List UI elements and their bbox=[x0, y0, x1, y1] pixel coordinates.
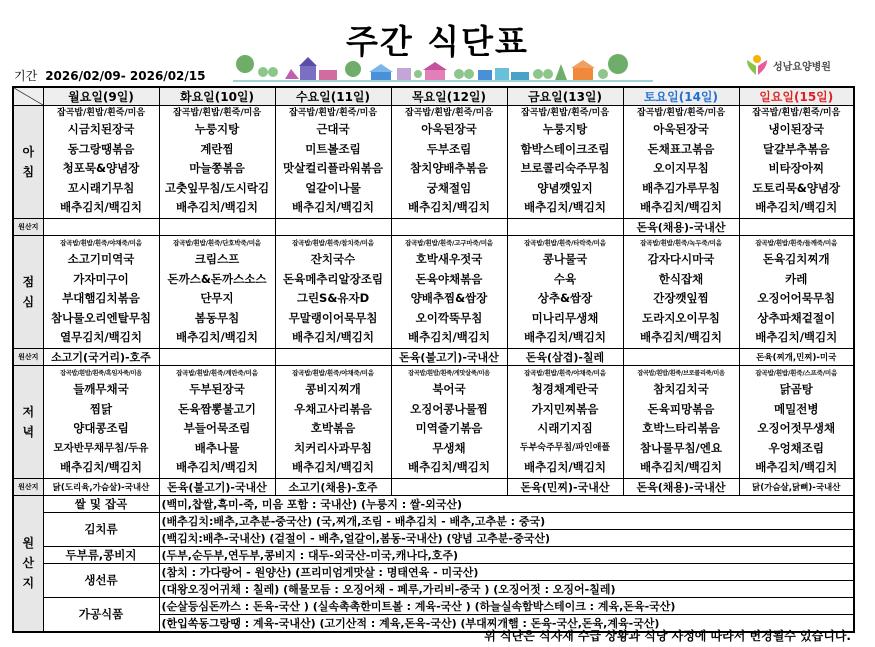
origin-text: (두부,순두부,연두부,콩비지 : 대두-외국산-미국,캐나다,호주) bbox=[159, 546, 854, 563]
breakfast-tue: 잡곡밥/흰밥/흰죽/미음 누룽지탕 계란찜 마늘쫑볶음 고춧잎무침/도시락김 배추김치/백김치 bbox=[159, 106, 275, 219]
dinner-sun: 잡곡밥/흰밥/흰죽/스프죽/미음 닭곰탕 메밀전병 오징어젓무생채 우엉채조림 배추김치/백김치 bbox=[739, 365, 854, 478]
origin-text: (참치 : 가다랑어 - 원양산) (프리미엄게맛살 : 명태연육 - 미국산) bbox=[159, 563, 854, 580]
logo-text: 성남요양병원 bbox=[773, 61, 831, 73]
period bbox=[14, 67, 205, 84]
breakfast-sun: 잡곡밥/흰밥/흰죽/미음 냉이된장국 달걀부추볶음 비타장아찌 도토리묵&양념장 배추김치/백김치 bbox=[739, 106, 854, 219]
lunch-thu: 잡곡밥/흰밥/흰죽/고구마죽/미음 호박새우젓국 돈육야채볶음 양배추찜&쌈장 오이깍뚝무침 배추김치/백김치 bbox=[391, 235, 507, 348]
dinner-fri: 잡곡밥/흰밥/흰죽/야채죽/미음 청경채계란국 가지민찌볶음 시래기지짐 두부숙주무침/파인애플 배추김치/백김치 bbox=[507, 365, 623, 478]
lunch-origin-fri: 돈육(삼겹)-칠레 bbox=[507, 348, 623, 365]
lunch-origin-mon: 소고기(국거리)-호주 bbox=[43, 348, 159, 365]
corner-cell bbox=[13, 87, 43, 106]
origin-tofu-row bbox=[13, 546, 854, 563]
origin-text: (백김치:배추-국내산) (겉절이 - 배추,얼갈이,봄동-국내산) (양념 고추분-중국산) bbox=[159, 529, 854, 546]
day-header-wed: 수요일(11일) bbox=[275, 87, 391, 106]
origin-text: (한입쏙동그랑땡 : 계육-국내산) (고기산적 : 계육,돈육-국산) (부대찌개햄 : 돈육-국산,돈육,계육-국산) bbox=[159, 614, 854, 632]
dinner-label: 저 녁 bbox=[13, 365, 43, 478]
lunch-origin-row bbox=[13, 348, 854, 365]
period-label: 기간 bbox=[14, 69, 38, 83]
dinner-origin-sun: 닭(가슴살,닭뼈)-국내산 bbox=[739, 478, 854, 495]
period-value: 2026/02/09- 2026/02/15 bbox=[45, 69, 206, 83]
lunch-label: 점 심 bbox=[13, 235, 43, 348]
breakfast-origin-mon bbox=[43, 218, 159, 235]
origin-row-label: 원산지 bbox=[13, 478, 43, 495]
breakfast-origin-sat: 돈육(채용)-국내산 bbox=[623, 218, 739, 235]
origin-text: (배추김치:배추,고추분-중국산) (국,찌개,조림 - 배추김치 - 배추,고추분 : 중국) bbox=[159, 512, 854, 529]
breakfast-sat: 잡곡밥/흰밥/흰죽/미음 아욱된장국 돈채표고볶음 오이지무침 배추김가루무침 배추김치/백김치 bbox=[623, 106, 739, 219]
page-title: 주간 식단표 bbox=[346, 22, 529, 61]
breakfast-wed: 잡곡밥/흰밥/흰죽/미음 근대국 미트볼조림 맛살컬리플라워볶음 얼갈이나물 배추김치/백김치 bbox=[275, 106, 391, 219]
footer-note: 위 식단은 식자재 수급 상황과 식당 사정에 따라서 변경될수 있습니다. bbox=[484, 629, 851, 643]
dinner-origin-wed: 소고기(채용)-호주 bbox=[275, 478, 391, 495]
origin-processed-row-1 bbox=[13, 597, 854, 614]
lunch-wed: 잡곡밥/흰밥/흰죽/참치죽/미음 잔치국수 돈육메추리알장조림 그린S&유자D 무말랭이어묵무침 배추김치/백김치 bbox=[275, 235, 391, 348]
lunch-sat: 잡곡밥/흰밥/흰죽/녹두죽/미음 감자다시마국 한식잡채 간장깻잎찜 도라지오이무침 배추김치/백김치 bbox=[623, 235, 739, 348]
dinner-origin-fri: 돈육(민찌)-국내산 bbox=[507, 478, 623, 495]
dinner-origin-thu bbox=[391, 478, 507, 495]
breakfast-label: 아 침 bbox=[13, 106, 43, 219]
day-header-thu: 목요일(12일) bbox=[391, 87, 507, 106]
origin-section-label: 원 산 지 bbox=[13, 495, 43, 632]
origin-text: (대왕오징어귀채 : 칠레) (해물모듬 : 오징어채 - 페루,가리비-중국 ) (오징어젓 : 오징어-칠레) bbox=[159, 580, 854, 597]
origin-category-processed: 가공식품 bbox=[43, 597, 159, 632]
weekly-menu-table bbox=[12, 86, 855, 633]
lunch-origin-tue bbox=[159, 348, 275, 365]
lunch-row bbox=[13, 235, 854, 348]
dinner-origin-tue: 돈육(불고기)-국내산 bbox=[159, 478, 275, 495]
dinner-thu: 잡곡밥/흰밥/흰죽/게맛살죽/미음 북어국 오징어콩나물찜 미역줄기볶음 무생채 배추김치/백김치 bbox=[391, 365, 507, 478]
origin-text: (백미,찹쌀,흑미-죽, 미음 포함 : 국내산) (누룽지 : 쌀-외국산) bbox=[159, 495, 854, 512]
day-header-sun: 일요일(15일) bbox=[739, 87, 854, 106]
lunch-origin-sat bbox=[623, 348, 739, 365]
lunch-origin-thu: 돈육(불고기)-국내산 bbox=[391, 348, 507, 365]
breakfast-row bbox=[13, 106, 854, 219]
day-header-row bbox=[13, 87, 854, 106]
breakfast-origin-wed bbox=[275, 218, 391, 235]
breakfast-origin-tue bbox=[159, 218, 275, 235]
origin-category-kimchi: 김치류 bbox=[43, 512, 159, 546]
dinner-origin-row bbox=[13, 478, 854, 495]
origin-category-fish: 생선류 bbox=[43, 563, 159, 597]
lunch-origin-wed bbox=[275, 348, 391, 365]
lunch-origin-sun: 돈육(찌개,민찌)-미국 bbox=[739, 348, 854, 365]
dinner-origin-mon: 닭(도리육,가슴살)-국내산 bbox=[43, 478, 159, 495]
dinner-row bbox=[13, 365, 854, 478]
dinner-tue: 잡곡밥/흰밥/흰죽/계란죽/미음 두부된장국 돈육짬뽕불고기 부들어묵조림 배추나물 배추김치/백김치 bbox=[159, 365, 275, 478]
origin-rice-row bbox=[13, 495, 854, 512]
lunch-tue: 잡곡밥/흰밥/흰죽/단호박죽/미음 크림스프 돈까스&돈까스소스 단무지 봄동무침 배추김치/백김치 bbox=[159, 235, 275, 348]
origin-fish-row-1 bbox=[13, 563, 854, 580]
breakfast-thu: 잡곡밥/흰밥/흰죽/미음 아욱된장국 두부조림 참치양배추볶음 궁채절임 배추김치/백김치 bbox=[391, 106, 507, 219]
lunch-mon: 잡곡밥/흰밥/흰죽/야채죽/미음 소고기미역국 가자미구이 부대햄김치볶음 참나물오리엔탈무침 열무김치/백김치 bbox=[43, 235, 159, 348]
breakfast-fri: 잡곡밥/흰밥/흰죽/미음 누룽지탕 함박스테이크조림 브로콜리숙주무침 양념깻잎지 배추김치/백김치 bbox=[507, 106, 623, 219]
day-header-mon: 월요일(9일) bbox=[43, 87, 159, 106]
lunch-fri: 잡곡밥/흰밥/흰죽/타락죽/미음 콩나물국 수육 상추&쌈장 미나리무생채 배추김치/백김치 bbox=[507, 235, 623, 348]
hospital-logo bbox=[745, 54, 831, 76]
breakfast-origin-sun bbox=[739, 218, 854, 235]
origin-category-rice: 쌀 및 잡곡 bbox=[43, 495, 159, 512]
lunch-sun: 잡곡밥/흰밥/흰죽/들깨죽/미음 돈육김치찌개 카레 오징어어묵무침 상추파채겉절이 배추김치/백김치 bbox=[739, 235, 854, 348]
logo-mark-icon bbox=[745, 54, 769, 76]
village-illustration-icon bbox=[233, 52, 653, 82]
day-header-tue: 화요일(10일) bbox=[159, 87, 275, 106]
origin-category-tofu: 두부류,콩비지 bbox=[43, 546, 159, 563]
day-header-fri: 금요일(13일) bbox=[507, 87, 623, 106]
origin-row-label: 원산지 bbox=[13, 348, 43, 365]
breakfast-mon: 잡곡밥/흰밥/흰죽/미음 시금치된장국 동그랑땡볶음 청포묵&양념장 꼬시래기무침 배추김치/백김치 bbox=[43, 106, 159, 219]
origin-row-label: 원산지 bbox=[13, 218, 43, 235]
day-header-sat: 토요일(14일) bbox=[623, 87, 739, 106]
dinner-wed: 잡곡밥/흰밥/흰죽/야채죽/미음 콩비지찌개 우채고사리볶음 호박볶음 치커리사과무침 배추김치/백김치 bbox=[275, 365, 391, 478]
breakfast-origin-fri bbox=[507, 218, 623, 235]
breakfast-origin-thu bbox=[391, 218, 507, 235]
dinner-mon: 잡곡밥/흰밥/흰죽/흑임자죽/미음 들깨무채국 찜닭 양대콩조림 모자반무채무침/두유 배추김치/백김치 bbox=[43, 365, 159, 478]
dinner-sat: 잡곡밥/흰밥/흰죽/브로콜리죽/미음 참치김치국 돈육피망볶음 호박느타리볶음 참나물무침/엔요 배추김치/백김치 bbox=[623, 365, 739, 478]
origin-text: (순살등심돈까스 : 돈육-국산 ) (실속촉촉한미트볼 : 계육-국산 ) (하늘실속함박스테이크 : 계육,돈육-국산) bbox=[159, 597, 854, 614]
dinner-origin-sat: 돈육(채용)-국내산 bbox=[623, 478, 739, 495]
origin-kimchi-row-1 bbox=[13, 512, 854, 529]
breakfast-origin-row bbox=[13, 218, 854, 235]
